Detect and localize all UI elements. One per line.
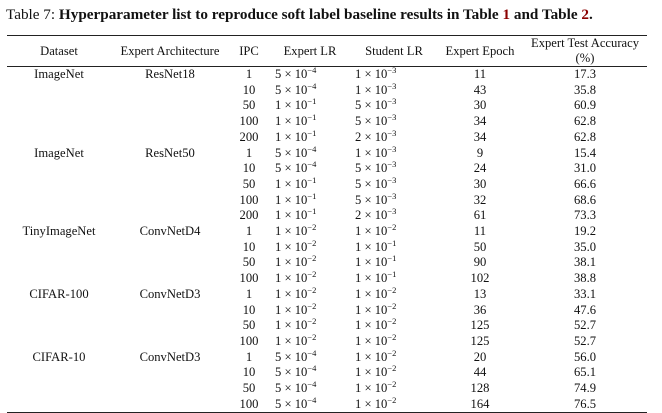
caption-prefix: Table 7: [6, 6, 59, 23]
cell-ipc: 100 [239, 396, 259, 411]
table-row [7, 161, 647, 177]
cell-dataset [7, 240, 111, 256]
cell-expert-lr-base: 1 × 10 [275, 239, 308, 254]
cell-ipc: 10 [242, 365, 256, 380]
cell-expert-lr-base: 5 × 10 [275, 349, 308, 364]
cell-expert-lr-exponent: −4 [307, 347, 317, 358]
cell-ipc: 200 [239, 129, 259, 144]
cell-expert-architecture [111, 130, 229, 146]
cell-expert-epoch: 32 [473, 192, 487, 207]
cell-ipc: 100 [239, 192, 259, 207]
table-row [7, 287, 647, 303]
cell-ipc: 50 [242, 98, 256, 113]
cell-expert-lr-exponent: −1 [307, 174, 317, 185]
cell-ipc: 10 [242, 82, 256, 97]
cell-student-lr-base: 2 × 10 [355, 208, 388, 223]
table-caption [6, 5, 662, 25]
col-header-expert-architecture: Expert Architecture [120, 43, 220, 58]
cell-expert-test-accuracy: 68.6 [573, 192, 597, 207]
cell-expert-test-accuracy: 52.7 [573, 333, 597, 348]
cell-expert-lr-exponent: −4 [307, 394, 317, 405]
cell-ipc: 100 [239, 333, 259, 348]
table-ref-link-1[interactable]: 1 [502, 6, 511, 23]
cell-expert-test-accuracy: 74.9 [573, 381, 597, 396]
cell-expert-lr-exponent: −2 [307, 222, 317, 233]
cell-expert-test-accuracy: 47.6 [573, 302, 597, 317]
cell-expert-test-accuracy: 35.8 [573, 82, 597, 97]
cell-expert-test-accuracy: 33.1 [573, 286, 597, 301]
cell-expert-lr-base: 1 × 10 [275, 208, 308, 223]
cell-dataset [7, 177, 111, 193]
cell-dataset: TinyImageNet [22, 224, 96, 239]
cell-expert-test-accuracy: 62.8 [573, 114, 597, 129]
table-row [7, 146, 647, 162]
cell-dataset [7, 130, 111, 146]
cell-student-lr-exponent: −3 [387, 190, 397, 201]
cell-ipc: 10 [242, 239, 256, 254]
cell-student-lr-base: 1 × 10 [355, 318, 388, 333]
cell-student-lr-base: 5 × 10 [355, 114, 388, 129]
cell-expert-test-accuracy: 76.5 [573, 396, 597, 411]
cell-student-lr-exponent: −2 [387, 331, 397, 342]
cell-expert-epoch: 125 [470, 318, 490, 333]
cell-expert-test-accuracy: 35.0 [573, 239, 597, 254]
table-body [7, 67, 647, 413]
cell-ipc: 10 [242, 161, 256, 176]
col-header-expert-lr: Expert LR [283, 43, 337, 58]
cell-dataset [7, 255, 111, 271]
cell-student-lr-base: 1 × 10 [355, 67, 388, 81]
cell-student-lr-exponent: −2 [387, 284, 397, 295]
cell-expert-lr-base: 1 × 10 [275, 318, 308, 333]
cell-expert-test-accuracy: 65.1 [573, 365, 597, 380]
caption-and-text: and Table [510, 6, 582, 23]
cell-expert-lr-exponent: −2 [307, 316, 317, 327]
cell-expert-epoch: 128 [470, 381, 490, 396]
cell-student-lr-exponent: −2 [387, 222, 397, 233]
cell-dataset: ImageNet [34, 145, 84, 160]
caption-bold-text: Hyperparameter list to reproduce soft label baseline results in Table [58, 6, 503, 23]
cell-student-lr-exponent: −2 [387, 347, 397, 358]
cell-expert-epoch: 30 [473, 176, 487, 191]
table-row [7, 208, 647, 224]
cell-expert-architecture: ConvNetD3 [139, 286, 201, 301]
cell-expert-lr-base: 1 × 10 [275, 302, 308, 317]
cell-student-lr-base: 5 × 10 [355, 98, 388, 113]
cell-expert-architecture [111, 381, 229, 397]
cell-student-lr-exponent: −2 [387, 300, 397, 311]
cell-student-lr-base: 1 × 10 [355, 381, 388, 396]
cell-student-lr-exponent: −1 [387, 253, 397, 264]
caption-title [59, 6, 593, 23]
cell-dataset: ImageNet [34, 67, 84, 81]
cell-student-lr-base: 1 × 10 [355, 365, 388, 380]
cell-student-lr-base: 1 × 10 [355, 255, 388, 270]
table-row [7, 271, 647, 287]
cell-expert-lr-exponent: −4 [307, 159, 317, 170]
cell-expert-lr-base: 1 × 10 [275, 176, 308, 191]
cell-expert-lr-base: 5 × 10 [275, 67, 308, 81]
cell-student-lr-base: 2 × 10 [355, 129, 388, 144]
cell-ipc: 50 [242, 318, 256, 333]
cell-expert-epoch: 24 [473, 161, 487, 176]
cell-expert-lr-exponent: −2 [307, 331, 317, 342]
cell-expert-test-accuracy: 17.3 [573, 67, 597, 81]
cell-expert-architecture [111, 83, 229, 99]
cell-expert-epoch: 50 [473, 239, 487, 254]
cell-expert-lr-base: 5 × 10 [275, 396, 308, 411]
cell-student-lr-exponent: −2 [387, 394, 397, 405]
cell-expert-lr-exponent: −2 [307, 284, 317, 295]
table-row [7, 240, 647, 256]
cell-expert-architecture [111, 303, 229, 319]
table-row [7, 193, 647, 209]
cell-expert-architecture [111, 177, 229, 193]
table-row [7, 177, 647, 193]
cell-expert-architecture: ConvNetD4 [139, 224, 201, 239]
cell-expert-lr-exponent: −4 [307, 143, 317, 154]
cell-expert-epoch: 34 [473, 114, 487, 129]
cell-expert-lr-exponent: −1 [307, 112, 317, 123]
cell-expert-epoch: 11 [473, 67, 487, 81]
cell-expert-architecture [111, 365, 229, 381]
col-header-expert-epoch: Expert Epoch [445, 43, 515, 58]
table-row [7, 83, 647, 99]
cell-expert-test-accuracy: 60.9 [573, 98, 597, 113]
header-row [7, 36, 647, 67]
cell-expert-lr-exponent: −2 [307, 253, 317, 264]
cell-expert-lr-exponent: −1 [307, 127, 317, 138]
cell-student-lr-base: 1 × 10 [355, 82, 388, 97]
cell-expert-architecture: ResNet18 [145, 67, 195, 81]
cell-expert-architecture [111, 255, 229, 271]
cell-expert-lr-base: 1 × 10 [275, 114, 308, 129]
cell-expert-epoch: 30 [473, 98, 487, 113]
cell-student-lr-exponent: −3 [387, 65, 397, 75]
cell-student-lr-base: 1 × 10 [355, 302, 388, 317]
cell-expert-lr-exponent: −1 [307, 190, 317, 201]
cell-expert-test-accuracy: 19.2 [573, 224, 597, 239]
table-row [7, 381, 647, 397]
cell-student-lr-exponent: −3 [387, 112, 397, 123]
cell-expert-epoch: 102 [470, 271, 490, 286]
cell-student-lr-exponent: −1 [387, 269, 397, 280]
cell-student-lr-exponent: −3 [387, 127, 397, 138]
cell-expert-test-accuracy: 52.7 [573, 318, 597, 333]
cell-expert-lr-exponent: −1 [307, 96, 317, 107]
cell-expert-lr-base: 1 × 10 [275, 271, 308, 286]
cell-dataset: CIFAR-100 [29, 286, 89, 301]
cell-student-lr-base: 1 × 10 [355, 286, 388, 301]
cell-expert-lr-base: 5 × 10 [275, 82, 308, 97]
col-header-student-lr: Student LR [365, 43, 423, 58]
cell-student-lr-exponent: −3 [387, 206, 397, 217]
cell-expert-test-accuracy: 66.6 [573, 176, 597, 191]
cell-expert-lr-exponent: −1 [307, 206, 317, 217]
cell-ipc: 100 [239, 271, 259, 286]
cell-ipc: 10 [242, 302, 256, 317]
col-header-expert-test-accuracy: Expert Test Accuracy (%) [531, 36, 639, 65]
cell-student-lr-exponent: −3 [387, 159, 397, 170]
cell-expert-lr-base: 1 × 10 [275, 333, 308, 348]
table-row [7, 318, 647, 334]
cell-expert-lr-base: 5 × 10 [275, 161, 308, 176]
cell-expert-test-accuracy: 62.8 [573, 129, 597, 144]
cell-expert-architecture [111, 240, 229, 256]
cell-expert-test-accuracy: 15.4 [573, 145, 597, 160]
cell-expert-epoch: 164 [470, 396, 490, 411]
cell-expert-lr-base: 5 × 10 [275, 145, 308, 160]
cell-student-lr-base: 5 × 10 [355, 176, 388, 191]
table-row [7, 350, 647, 366]
cell-ipc: 1 [245, 145, 253, 160]
cell-expert-test-accuracy: 38.1 [573, 255, 597, 270]
cell-student-lr-base: 5 × 10 [355, 192, 388, 207]
cell-ipc: 50 [242, 381, 256, 396]
cell-expert-epoch: 20 [473, 349, 487, 364]
cell-ipc: 1 [245, 224, 253, 239]
cell-dataset [7, 381, 111, 397]
cell-dataset [7, 114, 111, 130]
cell-ipc: 100 [239, 114, 259, 129]
cell-expert-architecture: ResNet50 [145, 145, 195, 160]
cell-expert-epoch: 11 [473, 224, 487, 239]
cell-expert-lr-exponent: −2 [307, 300, 317, 311]
cell-expert-test-accuracy: 38.8 [573, 271, 597, 286]
cell-dataset [7, 318, 111, 334]
cell-expert-lr-base: 1 × 10 [275, 192, 308, 207]
cell-expert-test-accuracy: 73.3 [573, 208, 597, 223]
cell-expert-epoch: 44 [473, 365, 487, 380]
cell-expert-epoch: 34 [473, 129, 487, 144]
cell-ipc: 200 [239, 208, 259, 223]
cell-student-lr-base: 1 × 10 [355, 224, 388, 239]
cell-expert-architecture [111, 271, 229, 287]
cell-expert-architecture [111, 318, 229, 334]
cell-expert-lr-base: 5 × 10 [275, 381, 308, 396]
hyperparameter-table [7, 35, 647, 413]
cell-dataset [7, 334, 111, 350]
table-row [7, 114, 647, 130]
cell-student-lr-exponent: −2 [387, 379, 397, 390]
caption-end: . [588, 6, 593, 23]
cell-expert-test-accuracy: 31.0 [573, 161, 597, 176]
cell-expert-lr-base: 1 × 10 [275, 286, 308, 301]
table-row [7, 98, 647, 114]
cell-expert-lr-exponent: −4 [307, 379, 317, 390]
cell-student-lr-exponent: −1 [387, 237, 397, 248]
cell-dataset [7, 161, 111, 177]
cell-expert-lr-exponent: −4 [307, 363, 317, 374]
cell-student-lr-base: 1 × 10 [355, 271, 388, 286]
table-row [7, 255, 647, 271]
cell-student-lr-exponent: −3 [387, 143, 397, 154]
cell-student-lr-base: 1 × 10 [355, 239, 388, 254]
cell-expert-lr-exponent: −4 [307, 80, 317, 91]
cell-student-lr-exponent: −3 [387, 96, 397, 107]
cell-expert-architecture [111, 161, 229, 177]
cell-student-lr-base: 1 × 10 [355, 145, 388, 160]
cell-dataset [7, 271, 111, 287]
cell-ipc: 50 [242, 255, 256, 270]
cell-expert-architecture [111, 334, 229, 350]
cell-student-lr-exponent: −2 [387, 363, 397, 374]
cell-student-lr-base: 1 × 10 [355, 349, 388, 364]
cell-expert-lr-base: 1 × 10 [275, 255, 308, 270]
table-row [7, 365, 647, 381]
cell-expert-architecture [111, 98, 229, 114]
cell-ipc: 1 [245, 349, 253, 364]
cell-expert-lr-base: 1 × 10 [275, 224, 308, 239]
cell-dataset [7, 98, 111, 114]
cell-student-lr-base: 1 × 10 [355, 396, 388, 411]
cell-expert-epoch: 61 [473, 208, 487, 223]
cell-expert-architecture [111, 208, 229, 224]
table-header [7, 36, 647, 67]
cell-ipc: 1 [245, 286, 253, 301]
cell-expert-epoch: 36 [473, 302, 487, 317]
cell-expert-architecture [111, 114, 229, 130]
cell-dataset [7, 365, 111, 381]
table-row [7, 334, 647, 350]
cell-ipc: 1 [245, 67, 253, 81]
cell-student-lr-exponent: −3 [387, 80, 397, 91]
cell-dataset: CIFAR-10 [32, 349, 86, 364]
cell-expert-architecture: ConvNetD3 [139, 349, 201, 364]
table-ref-link-2[interactable]: 2 [581, 6, 589, 23]
cell-dataset [7, 83, 111, 99]
cell-expert-lr-base: 5 × 10 [275, 365, 308, 380]
cell-ipc: 50 [242, 176, 256, 191]
col-header-ipc: IPC [239, 43, 259, 58]
table-row [7, 224, 647, 240]
col-header-dataset: Dataset [40, 43, 78, 58]
cell-expert-test-accuracy: 56.0 [573, 349, 597, 364]
cell-student-lr-base: 1 × 10 [355, 333, 388, 348]
cell-expert-lr-exponent: −2 [307, 269, 317, 280]
cell-expert-lr-base: 1 × 10 [275, 98, 308, 113]
cell-expert-epoch: 90 [473, 255, 487, 270]
cell-expert-epoch: 43 [473, 82, 487, 97]
table-row [7, 67, 647, 83]
cell-expert-lr-base: 1 × 10 [275, 129, 308, 144]
cell-student-lr-exponent: −3 [387, 174, 397, 185]
cell-expert-epoch: 9 [476, 145, 484, 160]
cell-expert-epoch: 125 [470, 333, 490, 348]
table-row [7, 303, 647, 319]
cell-student-lr-base: 5 × 10 [355, 161, 388, 176]
cell-student-lr-exponent: −2 [387, 316, 397, 327]
cell-expert-lr-exponent: −2 [307, 237, 317, 248]
cell-expert-architecture [111, 193, 229, 209]
table-row [7, 130, 647, 146]
cell-dataset [7, 208, 111, 224]
cell-expert-lr-exponent: −4 [307, 65, 317, 75]
cell-dataset [7, 303, 111, 319]
cell-expert-epoch: 13 [473, 286, 487, 301]
cell-dataset [7, 193, 111, 209]
